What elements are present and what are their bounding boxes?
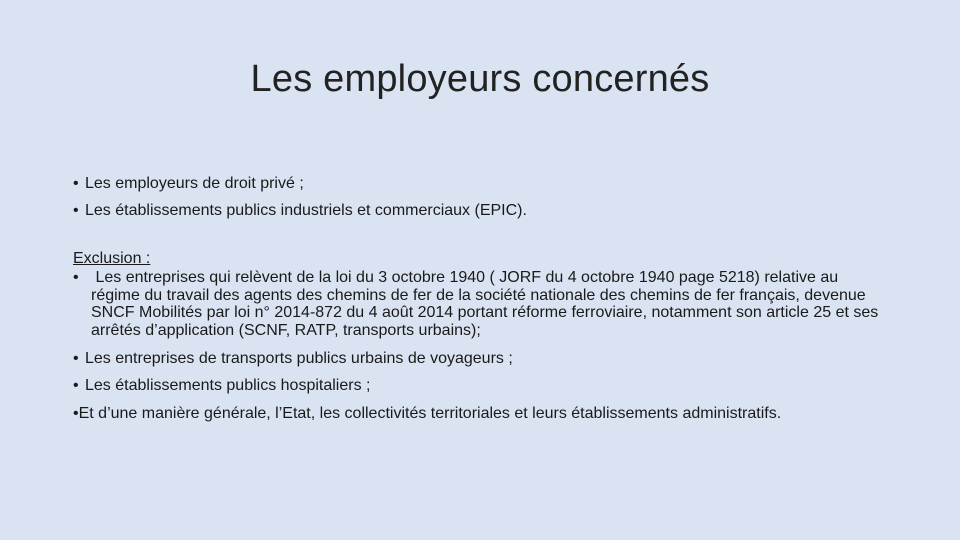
exclusion-item: [73, 345, 883, 372]
exclusion-item: [73, 269, 883, 339]
exclusion-heading: Exclusion :: [73, 250, 151, 267]
slide-title: Les employeurs concernés: [250, 58, 710, 100]
bullet-icon: •: [73, 377, 79, 394]
bullet-icon: •: [73, 269, 79, 286]
bullet-icon: •: [73, 405, 79, 422]
bullet-icon: •: [73, 350, 79, 367]
bullet-text: Les établissements publics industriels et commerciaux (EPIC).: [85, 202, 527, 219]
exclusion-text: Les établissements publics hospitaliers ;: [85, 377, 371, 394]
bullet-item: [73, 197, 883, 224]
bullet-text: Les employeurs de droit privé ;: [85, 175, 304, 192]
spacer: [73, 224, 883, 249]
bullet-icon: •: [73, 202, 79, 219]
exclusion-item: [73, 372, 883, 399]
exclusion-text: Les entreprises qui relèvent de la loi du 3 octobre 1940 ( JORF du 4 octobre 1940 page 5218) relative au régime du travail des agents des chemins de fer de la société nationale des chemins de fer français, devenue SNCF Mobilités par loi n° 2014-872 du 4 août 2014 portant réforme ferroviaire, notamment son article 25 et ses arrêtés d’application (SCNF, RATP, transports urbains);: [91, 269, 879, 339]
slide-content: [73, 170, 883, 423]
exclusion-text: Et d’une manière générale, l’Etat, les collectivités territoriales et leurs établissements administratifs.: [78, 405, 782, 422]
bullet-icon: •: [73, 175, 79, 192]
bullet-item: [73, 170, 883, 197]
exclusion-text: Les entreprises de transports publics urbains de voyageurs ;: [85, 350, 513, 367]
exclusion-item: [73, 405, 883, 423]
